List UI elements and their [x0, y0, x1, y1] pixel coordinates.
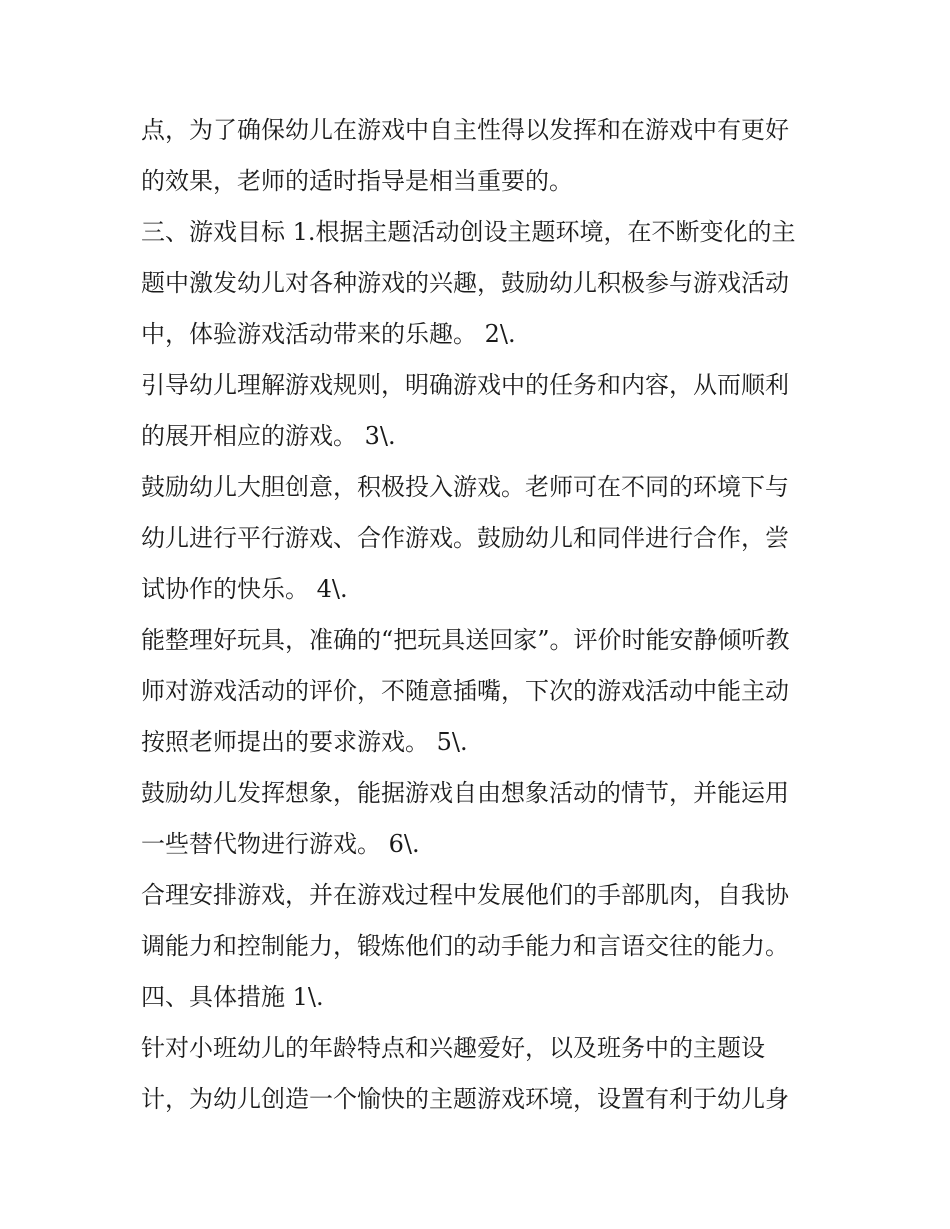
- text-line: 合理安排游戏，并在游戏过程中发展他们的手部肌肉，自我协: [141, 881, 789, 909]
- text-line: 鼓励幼儿大胆创意，积极投入游戏。老师可在不同的环境下与: [141, 473, 789, 501]
- text-line: 调能力和控制能力，锻炼他们的动手能力和言语交往的能力。: [141, 932, 789, 960]
- text-line: 中，体验游戏活动带来的乐趣。 2\.: [141, 320, 516, 348]
- text-line: 按照老师提出的要求游戏。 5\.: [141, 728, 468, 756]
- text-line: 三、游戏目标 1.根据主题活动创设主题环境，在不断变化的主: [141, 218, 796, 246]
- text-line: 计，为幼儿创造一个愉快的主题游戏环境，设置有利于幼儿身: [141, 1085, 789, 1113]
- text-line: 针对小班幼儿的年龄特点和兴趣爱好，以及班务中的主题设: [141, 1034, 765, 1062]
- text-line: 师对游戏活动的评价，不随意插嘴，下次的游戏活动中能主动: [141, 677, 789, 705]
- text-line: 试协作的快乐。 4\.: [141, 575, 348, 603]
- text-line: 鼓励幼儿发挥想象，能据游戏自由想象活动的情节，并能运用: [141, 779, 789, 807]
- text-line: 的效果，老师的适时指导是相当重要的。: [141, 167, 573, 195]
- text-line: 的展开相应的游戏。 3\.: [141, 422, 396, 450]
- text-line: 题中激发幼儿对各种游戏的兴趣，鼓励幼儿积极参与游戏活动: [141, 269, 789, 297]
- text-line: 幼儿进行平行游戏、合作游戏。鼓励幼儿和同伴进行合作，尝: [141, 524, 789, 552]
- text-line: 点，为了确保幼儿在游戏中自主性得以发挥和在游戏中有更好: [141, 116, 789, 144]
- text-line: 引导幼儿理解游戏规则，明确游戏中的任务和内容，从而顺利: [141, 371, 789, 399]
- text-line: 四、具体措施 1\.: [141, 983, 324, 1011]
- text-line: 一些替代物进行游戏。 6\.: [141, 830, 420, 858]
- text-line: 能整理好玩具，准确的“把玩具送回家”。评价时能安静倾听教: [141, 626, 790, 654]
